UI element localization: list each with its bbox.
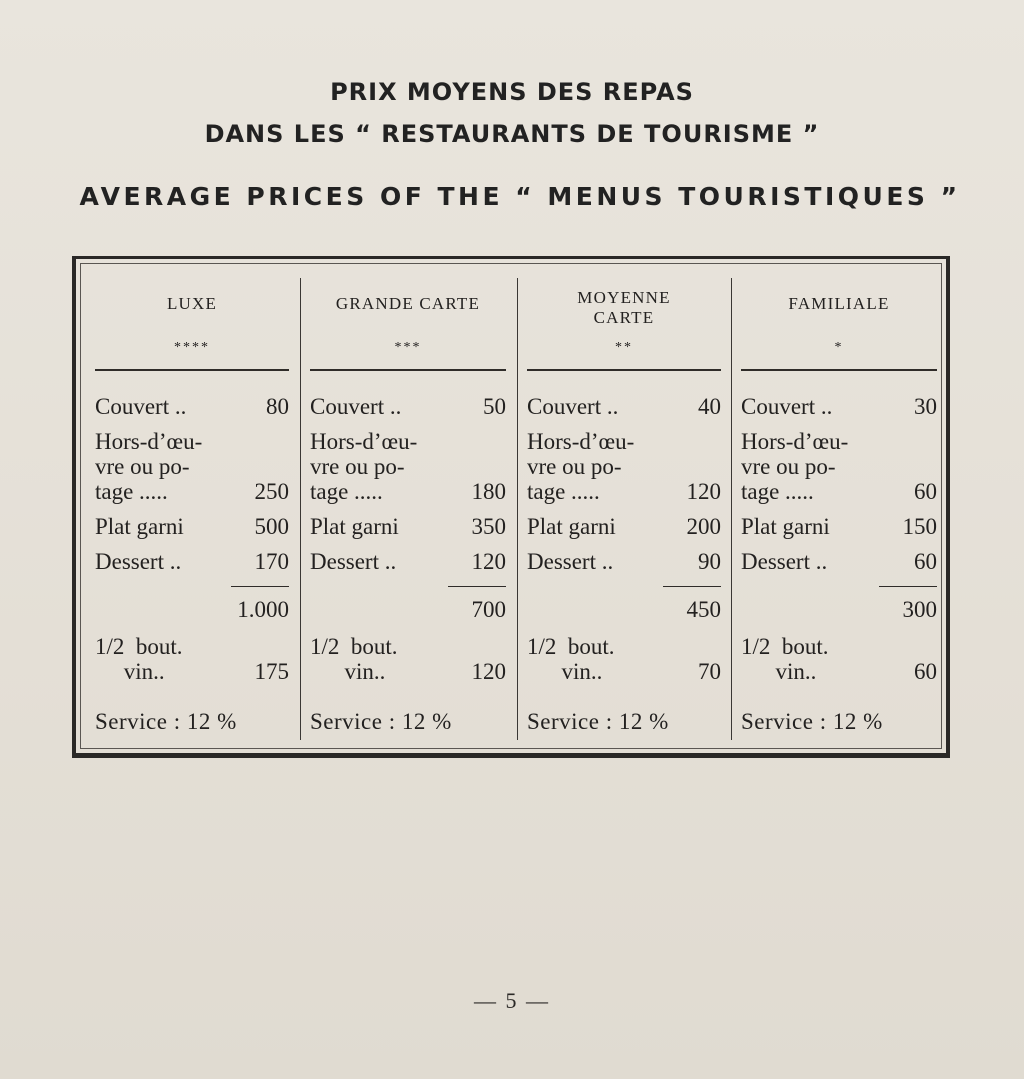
row-value: 50 [483, 394, 506, 419]
column-header: FAMILIALE [788, 294, 890, 313]
column-stars: * [834, 340, 844, 355]
row-value: 70 [698, 659, 721, 684]
row-label: Dessert .. [310, 549, 397, 574]
row-value: 150 [902, 514, 937, 539]
total-rule [231, 586, 289, 587]
column-stars: *** [394, 340, 422, 355]
row-label: Hors-d’œu- vre ou po- tage ..... [95, 429, 203, 504]
row-value: 30 [914, 394, 937, 419]
column-moyenne-carte [521, 264, 727, 748]
service-text: Service : 12 % [527, 709, 669, 734]
row-value: 60 [914, 659, 937, 684]
row-value: 250 [254, 479, 289, 504]
row-label: 1/2 bout. vin.. [310, 634, 398, 684]
row-label: Plat garni [741, 514, 830, 539]
total-rule [448, 586, 506, 587]
column-stars: ** [615, 340, 633, 355]
total-rule [879, 586, 937, 587]
row-value: 60 [914, 479, 937, 504]
row-label: Plat garni [310, 514, 399, 539]
column-grande-carte [304, 264, 512, 748]
row-label: Hors-d’œu- vre ou po- tage ..... [310, 429, 418, 504]
row-label: 1/2 bout. vin.. [741, 634, 829, 684]
column-header: MOYENNE CARTE [577, 288, 671, 327]
column-stars: **** [174, 340, 210, 355]
row-label: Couvert .. [527, 394, 619, 419]
service-text: Service : 12 % [310, 709, 452, 734]
row-value: 80 [266, 394, 289, 419]
row-label: Couvert .. [95, 394, 187, 419]
row-label: Couvert .. [310, 394, 402, 419]
row-label: Hors-d’œu- vre ou po- tage ..... [527, 429, 635, 504]
total-value: 700 [471, 597, 506, 622]
row-label: 1/2 bout. vin.. [95, 634, 183, 684]
service-text: Service : 12 % [95, 709, 237, 734]
service-text: Service : 12 % [741, 709, 883, 734]
column-divider [517, 278, 518, 740]
row-label: Dessert .. [741, 549, 828, 574]
title-french-line-2: DANS LES “ RESTAURANTS DE TOURISME ” [204, 120, 820, 148]
row-value: 180 [471, 479, 506, 504]
header-rule [310, 369, 506, 371]
price-table [72, 256, 950, 758]
row-value: 200 [686, 514, 721, 539]
row-value: 60 [914, 549, 937, 574]
row-label: Plat garni [527, 514, 616, 539]
total-value: 300 [902, 597, 937, 622]
row-value: 500 [254, 514, 289, 539]
row-value: 170 [254, 549, 289, 574]
row-value: 40 [698, 394, 721, 419]
row-value: 120 [686, 479, 721, 504]
header-rule [741, 369, 937, 371]
header-rule [527, 369, 721, 371]
row-value: 175 [254, 659, 289, 684]
column-familiale [735, 264, 943, 748]
row-value: 120 [471, 659, 506, 684]
row-label: Plat garni [95, 514, 184, 539]
total-value: 450 [686, 597, 721, 622]
column-luxe [89, 264, 295, 748]
title-english: AVERAGE PRICES OF THE “ MENUS TOURISTIQUES ” [79, 182, 961, 211]
column-header: LUXE [166, 294, 218, 313]
total-rule [663, 586, 721, 587]
row-label: Couvert .. [741, 394, 833, 419]
row-value: 90 [698, 549, 721, 574]
column-divider [731, 278, 732, 740]
page-number: — 5 — [474, 988, 550, 1013]
row-label: 1/2 bout. vin.. [527, 634, 615, 684]
price-table-inner [80, 263, 942, 749]
row-value: 350 [471, 514, 506, 539]
row-label: Dessert .. [527, 549, 614, 574]
total-value: 1.000 [237, 597, 289, 622]
title-french-line-1: PRIX MOYENS DES REPAS [330, 78, 694, 106]
row-value: 120 [471, 549, 506, 574]
column-divider [300, 278, 301, 740]
row-label: Hors-d’œu- vre ou po- tage ..... [741, 429, 849, 504]
header-rule [95, 369, 289, 371]
column-header: GRANDE CARTE [335, 294, 481, 313]
row-label: Dessert .. [95, 549, 182, 574]
